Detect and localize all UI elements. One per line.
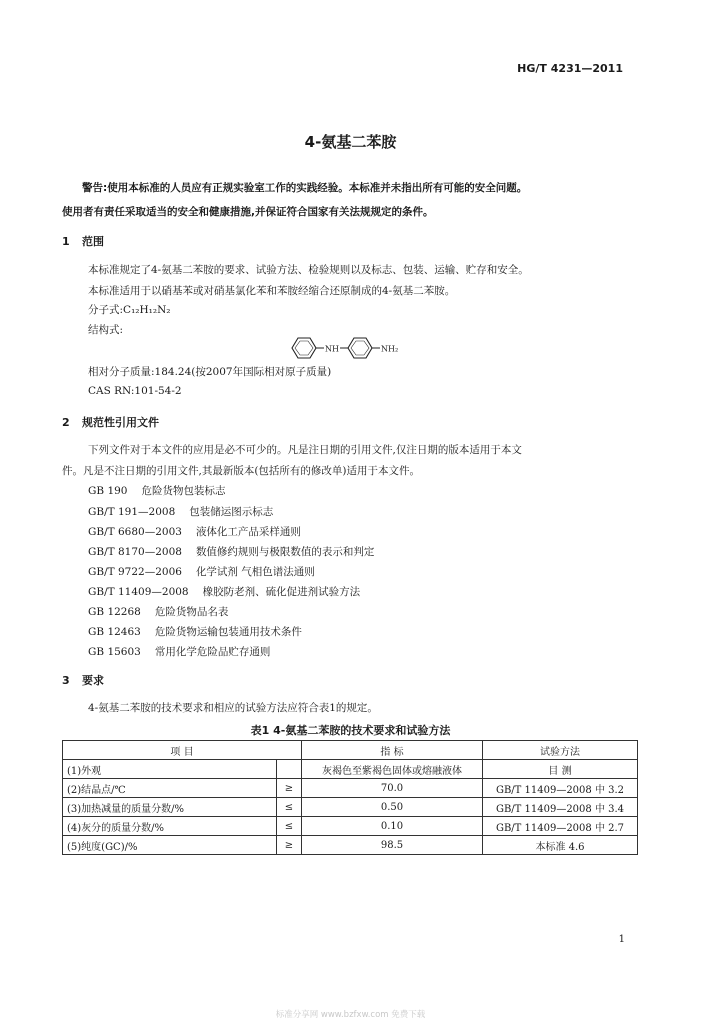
section-title: 要求 — [82, 674, 104, 687]
reference-title: 液体化工产品采样通则 — [195, 526, 301, 538]
reference-item — [88, 644, 270, 659]
header-item: 项 目 — [63, 741, 302, 760]
row-item: (3)加热减量的质量分数/% — [63, 798, 277, 817]
row-symbol — [277, 760, 302, 779]
row-symbol: ≤ — [277, 817, 302, 836]
table-row — [63, 760, 638, 779]
table-row — [63, 798, 638, 817]
row-symbol: ≥ — [277, 836, 302, 855]
section-number: 1 — [62, 235, 70, 248]
reference-title: 数值修约规则与极限数值的表示和判定 — [195, 546, 375, 558]
reference-item — [88, 604, 228, 619]
reference-code: GB 15603 — [88, 646, 141, 658]
row-value: 0.50 — [302, 798, 483, 817]
row-item: (4)灰分的质量分数/% — [63, 817, 277, 836]
section-1-heading — [62, 233, 104, 249]
row-value: 0.10 — [302, 817, 483, 836]
standard-number: HG/T 4231—2011 — [517, 62, 623, 75]
table-row — [63, 779, 638, 798]
nh2-label: NH₂ — [381, 344, 399, 354]
row-item: (5)纯度(GC)/% — [63, 836, 277, 855]
structural-formula — [288, 337, 428, 363]
section-title: 范围 — [82, 235, 104, 248]
row-symbol: ≤ — [277, 798, 302, 817]
structural-formula-drawing — [288, 337, 428, 359]
reference-code: GB/T 191—2008 — [88, 506, 176, 518]
structure-label: 结构式: — [88, 324, 124, 336]
reference-title: 危险货物品名表 — [154, 606, 229, 618]
table-header-row — [63, 741, 638, 760]
reference-title: 橡胶防老剂、硫化促进剂试验方法 — [202, 586, 361, 598]
reference-title: 化学试剂 气相色谱法通则 — [195, 566, 315, 578]
footer-watermark: 标准分享网 www.bzfxw.com 免费下载 — [275, 1010, 426, 1020]
reference-item — [88, 483, 225, 498]
document-title: 4-氨基二苯胺 — [304, 133, 397, 151]
reference-item — [88, 524, 301, 539]
warning-line-1: 警告:使用本标准的人员应有正规实验室工作的实践经验。本标准并未指出所有可能的安全问题。 — [82, 182, 528, 194]
row-value: 70.0 — [302, 779, 483, 798]
reference-code: GB/T 8170—2008 — [88, 546, 182, 558]
reference-code: GB/T 9722—2006 — [88, 566, 182, 578]
reference-item — [88, 584, 360, 599]
row-method: 本标准 4.6 — [483, 836, 638, 855]
row-method: GB/T 11409—2008 中 3.2 — [483, 779, 638, 798]
section-number: 2 — [62, 416, 70, 429]
row-item: (2)结晶点/℃ — [63, 779, 277, 798]
reference-title: 危险货物包装标志 — [141, 485, 226, 497]
reference-title: 包装储运图示标志 — [189, 506, 274, 518]
header-value: 指 标 — [302, 741, 483, 760]
reference-code: GB 12268 — [88, 606, 141, 618]
reference-code: GB 190 — [88, 485, 128, 497]
references-intro-2: 件。凡是不注日期的引用文件,其最新版本(包括所有的修改单)适用于本文件。 — [62, 465, 421, 477]
cas-number: CAS RN:101-54-2 — [88, 385, 182, 397]
molecular-mass: 相对分子质量:184.24(按2007年国际相对原子质量) — [88, 366, 332, 378]
row-method: 目 测 — [483, 760, 638, 779]
row-value: 灰褐色至紫褐色固体或熔融液体 — [302, 760, 483, 779]
reference-item — [88, 624, 302, 639]
row-symbol: ≥ — [277, 779, 302, 798]
molecular-formula: 分子式:C₁₂H₁₂N₂ — [88, 304, 171, 316]
section-3-heading — [62, 672, 104, 688]
scope-paragraph-2: 本标准适用于以硝基苯或对硝基氯化苯和苯胺经缩合还原制成的4-氨基二苯胺。 — [88, 285, 456, 297]
requirements-paragraph: 4-氨基二苯胺的技术要求和相应的试验方法应符合表1的规定。 — [88, 702, 378, 714]
reference-title: 危险货物运输包装通用技术条件 — [154, 626, 302, 638]
reference-code: GB 12463 — [88, 626, 141, 638]
scope-paragraph-1: 本标准规定了4-氨基二苯胺的要求、试验方法、检验规则以及标志、包装、运输、贮存和安全。 — [88, 264, 529, 276]
row-method: GB/T 11409—2008 中 3.4 — [483, 798, 638, 817]
table-caption: 表1 4-氨基二苯胺的技术要求和试验方法 — [250, 724, 451, 737]
reference-code: GB/T 11409—2008 — [88, 586, 189, 598]
reference-title: 常用化学危险品贮存通则 — [154, 646, 271, 658]
reference-item — [88, 564, 315, 579]
nh-label: NH — [325, 344, 339, 354]
warning-line-2: 使用者有责任采取适当的安全和健康措施,并保证符合国家有关法规规定的条件。 — [62, 206, 434, 218]
row-method: GB/T 11409—2008 中 2.7 — [483, 817, 638, 836]
section-title: 规范性引用文件 — [82, 416, 159, 429]
reference-item — [88, 504, 273, 519]
section-number: 3 — [62, 674, 70, 687]
section-2-heading — [62, 414, 159, 430]
spec-table — [62, 740, 638, 855]
page-number: 1 — [618, 934, 625, 945]
table-row — [63, 817, 638, 836]
reference-code: GB/T 6680—2003 — [88, 526, 182, 538]
reference-item — [88, 544, 374, 559]
table-row — [63, 836, 638, 855]
references-intro-1: 下列文件对于本文件的应用是必不可少的。凡是注日期的引用文件,仅注日期的版本适用于本文 — [88, 444, 522, 456]
row-item: (1)外观 — [63, 760, 277, 779]
header-method: 试验方法 — [483, 741, 638, 760]
row-value: 98.5 — [302, 836, 483, 855]
